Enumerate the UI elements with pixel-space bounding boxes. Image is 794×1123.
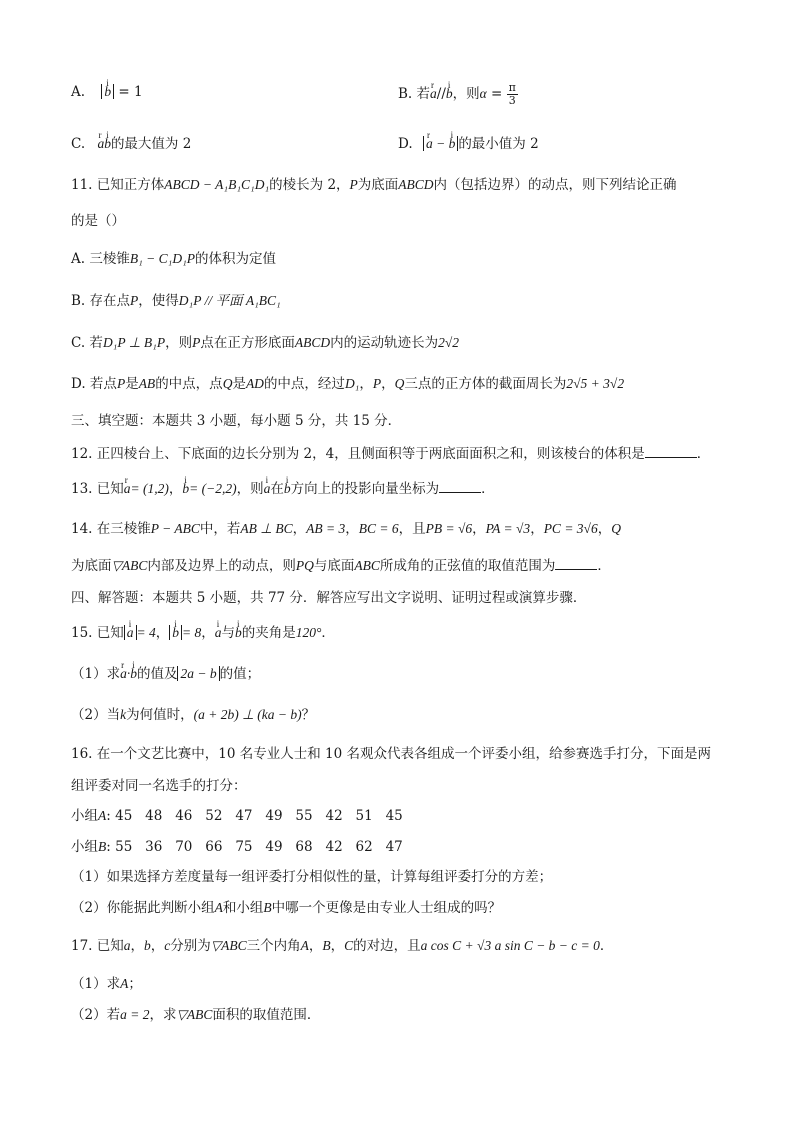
math: k	[120, 707, 127, 722]
math: c	[164, 938, 171, 953]
text: （2）若	[71, 1007, 121, 1023]
math: BC = 6	[358, 521, 399, 536]
text: 为何值时，	[126, 707, 194, 723]
vector-b: i b	[446, 84, 453, 104]
math: A	[214, 900, 223, 915]
text: 中哪一个更像是由专业人士组成的吗？	[271, 900, 502, 916]
q10-option-a	[71, 82, 143, 102]
text: 的对边，且	[353, 938, 421, 954]
math: A	[120, 976, 129, 991]
text: :	[106, 808, 111, 824]
text: （2）当	[71, 707, 121, 723]
math: P	[349, 177, 358, 192]
alpha-symbol: α	[479, 86, 487, 101]
math: ▽ABC	[210, 938, 247, 953]
text: ，则	[236, 481, 264, 497]
math: Q	[222, 376, 233, 391]
math: B	[322, 938, 331, 953]
q13	[71, 478, 495, 499]
text: ，	[150, 938, 165, 954]
vector-b: i b	[235, 623, 242, 643]
text: 的中点，经过	[263, 376, 345, 392]
frac-num: π	[508, 81, 516, 94]
option-label: C.	[71, 136, 86, 152]
q10-option-b	[398, 82, 518, 107]
math: AD	[245, 376, 264, 391]
text: 的体积为定值	[195, 251, 277, 267]
q17-part2	[71, 1005, 320, 1025]
math: (a + 2b)	[193, 707, 239, 722]
math: (ka − b)	[257, 707, 302, 722]
text: 与底面	[313, 558, 355, 574]
text: :	[106, 839, 111, 855]
q11-stem-line2: 的是（）	[71, 213, 125, 229]
text: ，	[530, 521, 544, 537]
q17-stem	[71, 936, 613, 956]
text: 的夹角是	[241, 625, 296, 641]
math: D₁	[344, 376, 360, 391]
option-label: A.	[71, 84, 86, 100]
q14-line2	[71, 555, 611, 576]
text: （1）求	[71, 666, 121, 682]
text: ，	[330, 938, 345, 954]
text: ；	[128, 976, 142, 992]
frac-den: 3	[508, 94, 516, 107]
section-3-heading: 三、填空题：本题共 3 小题，每小题 5 分，共 15 分．	[71, 413, 402, 429]
text: ，	[381, 376, 395, 392]
parallel-symbol: //	[436, 86, 446, 102]
math: ⊥	[238, 707, 258, 722]
q17-part1	[71, 974, 142, 994]
text: 三个内角	[246, 938, 301, 954]
math: = 8	[182, 625, 202, 640]
math: PA = √3	[485, 521, 531, 536]
text: ，则	[165, 335, 193, 351]
text: （2）你能据此判断小组	[71, 900, 215, 916]
text: 的中点，点	[155, 376, 223, 392]
answer-blank	[555, 555, 597, 570]
text: ？	[301, 707, 316, 723]
vector-a: i a	[264, 479, 271, 499]
q14-line1	[71, 519, 621, 539]
math: a	[123, 938, 131, 953]
q15-stem	[71, 623, 335, 643]
vector-b-abs: i b	[101, 84, 114, 99]
text: ，	[168, 481, 183, 497]
vector-a: r a	[430, 84, 437, 104]
math: a cos C + √3 a sin C − b − c = 0	[420, 938, 600, 953]
math: ABCD	[294, 335, 331, 350]
pi-over-3	[507, 82, 518, 107]
text: ，	[292, 521, 307, 537]
math: Q	[611, 521, 621, 536]
text: A. 三棱锥	[71, 251, 130, 267]
math: PB = √6	[425, 521, 473, 536]
q16-line1: 16. 在一个文艺比赛中，10 名专业人士和 10 名观众代表各组成一个评委小组，给参赛选手打分，下面是两	[71, 746, 711, 762]
text: ．	[599, 938, 614, 954]
math: AB = 3	[306, 521, 346, 536]
math: = (1,2)	[130, 481, 169, 496]
q16-group-a	[71, 806, 403, 826]
text: ，	[130, 938, 145, 954]
math: AB ⊥ BC	[240, 521, 293, 536]
math: ABCD − A₁B₁C₁D₁	[164, 177, 270, 192]
text: 分别为	[170, 938, 211, 954]
q16-group-b	[71, 837, 403, 857]
math: Q	[394, 376, 405, 391]
math: PC = 3√6	[543, 521, 598, 536]
vector-b: i b	[182, 479, 189, 499]
scores: 45 48 46 52 47 49 55 42 51 45	[115, 808, 403, 824]
text: ，	[201, 625, 215, 641]
text: 为底面	[357, 177, 399, 193]
section-4-heading: 四、解答题：本题共 5 小题，共 77 分．解答应写出文字说明、证明过程或演算步骤．	[71, 590, 587, 606]
text: 17. 已知	[71, 938, 124, 954]
q16-line2: 组评委对同一名选手的打分：	[71, 778, 247, 794]
text: 13. 已知	[71, 481, 124, 497]
abs-a-minus-b: r a − i b	[423, 136, 458, 151]
math: PQ	[295, 558, 314, 573]
text: 方向上的投影向量坐标为	[290, 481, 440, 497]
q11-option-b	[71, 291, 281, 311]
answer-blank	[439, 478, 481, 493]
text: 内（包括边界）的动点，则下列结论正确	[433, 177, 677, 193]
math: a = 2	[120, 1007, 150, 1022]
scores: 55 36 70 66 75 49 68 42 62 47	[115, 839, 403, 855]
math: P	[192, 335, 201, 350]
text: ，	[597, 521, 612, 537]
text: 的值及	[136, 666, 178, 682]
math: D₁P // 平面 A₁BC₁	[178, 293, 281, 308]
math: b	[144, 938, 151, 953]
q11-option-c	[71, 333, 459, 353]
math: C	[344, 938, 354, 953]
text: 15. 已知	[71, 625, 124, 641]
q11-stem-line1	[71, 175, 677, 195]
text: ，	[345, 521, 359, 537]
q16-part2	[71, 898, 501, 918]
math: D₁P ⊥ B₁P	[102, 335, 166, 350]
math: B	[263, 900, 272, 915]
text: （1）求	[71, 976, 121, 992]
vector-a: i a	[215, 623, 222, 643]
text: ，	[359, 376, 373, 392]
text: ，	[472, 521, 486, 537]
text: B. 存在点	[71, 293, 131, 309]
text: C. 若	[71, 335, 103, 351]
dot-product-ab: r a·i b	[120, 666, 137, 681]
q15-part1	[71, 664, 260, 684]
vector-a: r a	[124, 479, 131, 499]
math: ▽ABC	[111, 558, 148, 573]
q16-part1: （1）如果选择方差度量每一组评委打分相似性的量，计算每组评委打分的方差；	[71, 869, 553, 885]
text: 面积的取值范围．	[212, 1007, 321, 1023]
text: ．	[696, 446, 711, 462]
math: B₁ − C₁D₁P	[129, 251, 196, 266]
text: ．	[481, 481, 495, 497]
text: 点在正方形底面	[200, 335, 295, 351]
q11-option-d	[71, 374, 624, 394]
math: ABC	[354, 558, 380, 573]
option-label: B. 若	[398, 86, 431, 102]
text: ，使得	[138, 293, 179, 309]
math: = 4	[136, 625, 156, 640]
text: 的值；	[219, 666, 261, 682]
answer-blank	[645, 443, 697, 458]
text: ，	[308, 938, 323, 954]
vector-b: i b	[284, 479, 291, 499]
text: ，	[155, 625, 170, 641]
text: 小组	[71, 808, 98, 824]
option-text: 的最小值为 2	[458, 136, 539, 152]
text: ．	[597, 558, 611, 574]
text: ．	[321, 625, 335, 641]
text: 为底面	[71, 558, 112, 574]
text: 三点的正方体的截面周长为	[404, 376, 567, 392]
math: A	[300, 938, 309, 953]
text: 和小组	[222, 900, 264, 916]
math: 2√5 + 3√2	[566, 376, 625, 391]
equals: =	[486, 86, 507, 102]
text: 与	[221, 625, 236, 641]
q12	[71, 443, 710, 464]
text: 12. 正四棱台上、下底面的边长分别为 2，4，且侧面积等于两底面面积之和，则该棱台的体积是	[71, 446, 645, 462]
text: D. 若点	[71, 376, 117, 392]
math: 120°	[295, 625, 322, 640]
q10-option-c	[71, 134, 191, 154]
option-text: 的最大值为 2	[110, 136, 192, 152]
text: 14. 在三棱锥	[71, 521, 151, 537]
text: 小组	[71, 839, 98, 855]
text: ，求	[149, 1007, 177, 1023]
text: 11. 已知正方体	[71, 177, 165, 193]
text: 是	[232, 376, 246, 392]
abs-b: i b	[169, 625, 182, 640]
math: 2√2	[438, 335, 460, 350]
option-text: ，则	[452, 86, 480, 102]
math: ABCD	[398, 177, 434, 192]
text: 是	[125, 376, 139, 392]
abs-a: i a	[124, 625, 137, 640]
q11-option-a	[71, 249, 276, 269]
math: P	[130, 293, 139, 308]
option-label: D.	[398, 136, 413, 152]
math: P	[116, 376, 126, 391]
dot-product-ab: r ai b	[97, 136, 111, 151]
text: 内的运动轨迹长为	[330, 335, 439, 351]
math: 2a − b	[177, 666, 219, 681]
math: P − ABC	[150, 521, 200, 536]
text: 在	[270, 481, 284, 497]
text: 中，若	[199, 521, 241, 537]
math: ▽ABC	[176, 1007, 213, 1022]
text: ，且	[398, 521, 426, 537]
math: B	[98, 839, 107, 854]
option-expr: = 1	[118, 84, 143, 100]
text: 的棱长为 2，	[269, 177, 350, 193]
math: = (−2,2)	[189, 481, 237, 496]
math: AB	[138, 376, 156, 391]
math: P	[372, 376, 382, 391]
math: A	[98, 808, 107, 823]
text: 内部及边界上的动点，则	[147, 558, 296, 574]
text: 所成角的正弦值的取值范围为	[379, 558, 556, 574]
q15-part2	[71, 705, 315, 725]
q10-option-d	[398, 134, 539, 154]
